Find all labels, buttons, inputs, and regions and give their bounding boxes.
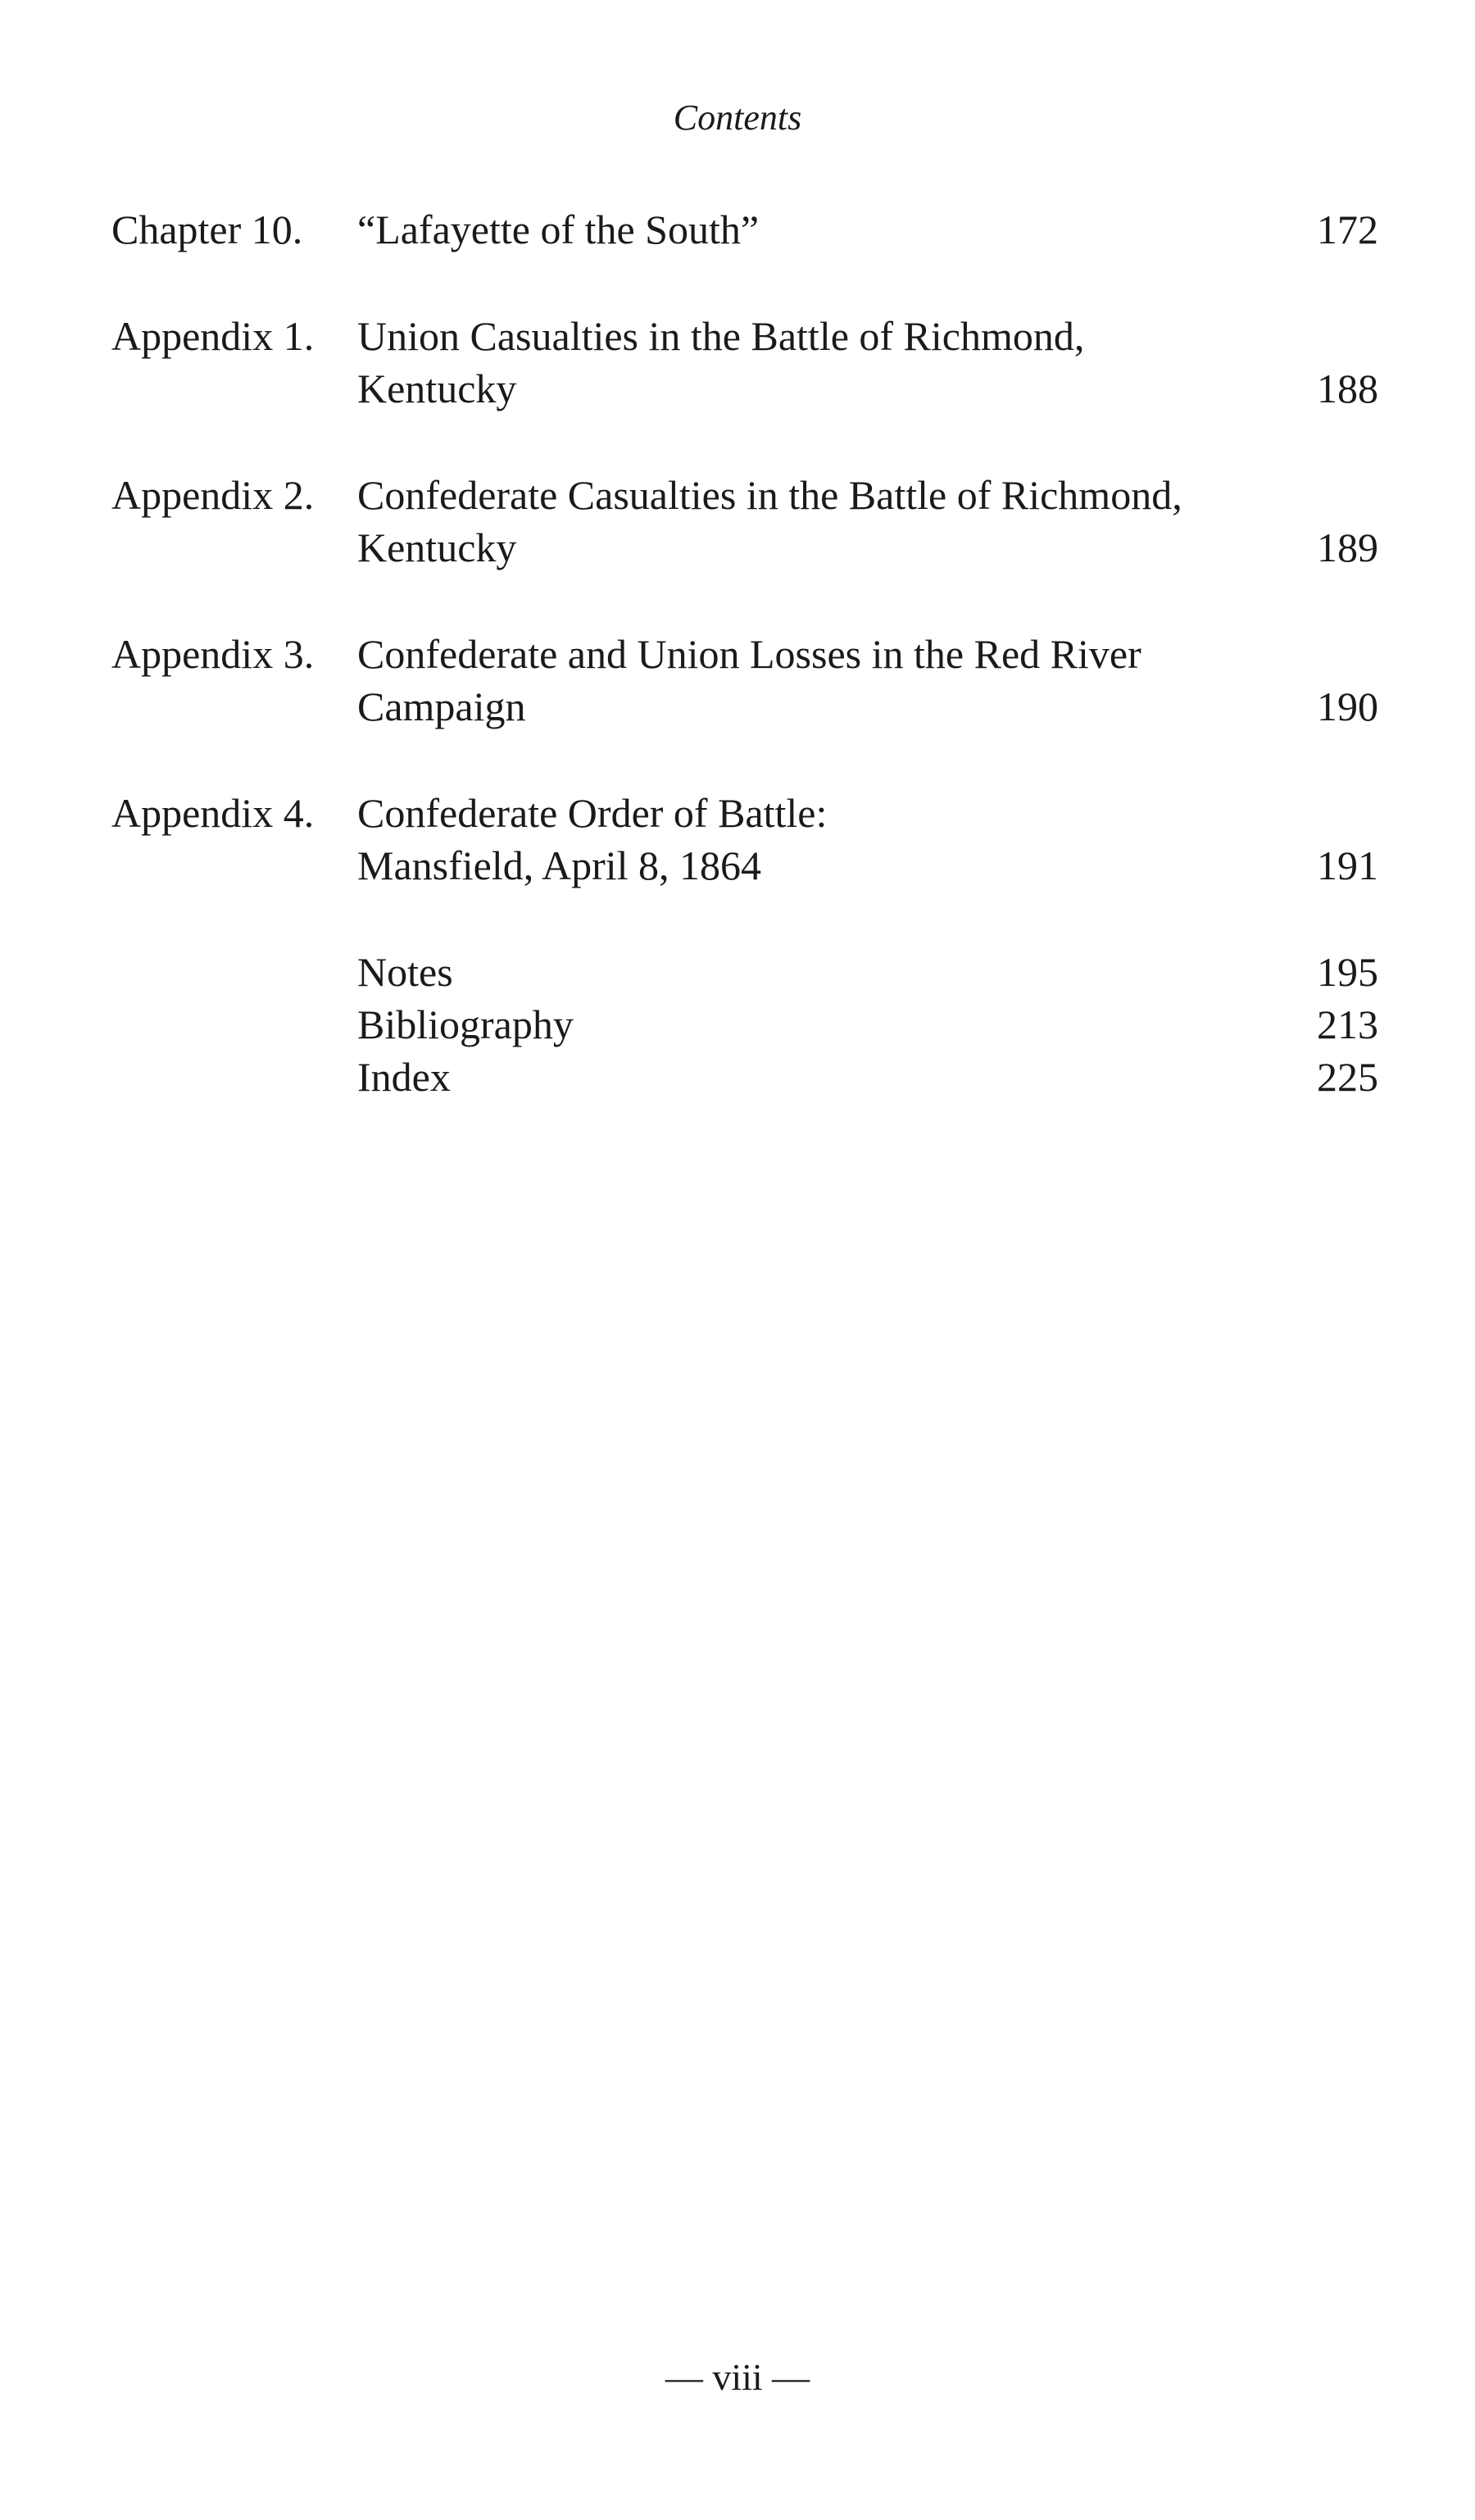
toc-entry-page-number: 189	[1317, 524, 1378, 570]
toc-entry-title-line: Campaign	[357, 683, 526, 729]
toc-entry-title-line: “Lafayette of the South”	[357, 207, 760, 252]
toc-entry-page-number: 225	[1317, 1054, 1378, 1100]
back-matter-list	[111, 946, 1378, 1103]
toc-entry-title-line: Confederate Casualties in the Battle of Richmond,	[357, 472, 1182, 518]
toc-entry-title: Notes	[357, 949, 453, 995]
toc-entry-title	[357, 310, 1242, 415]
toc-entry-title-line: Kentucky	[357, 366, 517, 411]
toc-entry-title-line: Mansfield, April 8, 1864	[357, 842, 762, 888]
toc-entry-label: Chapter 10.	[111, 207, 303, 252]
toc-entry-appendix-3	[111, 628, 1378, 733]
toc-entry-label: Appendix 3.	[111, 631, 315, 677]
toc-entry-chapter-10	[111, 203, 1378, 256]
toc-entry-title	[357, 787, 1242, 892]
toc-entry-title: Index	[357, 1054, 451, 1100]
toc-entry-page-number: 190	[1317, 683, 1378, 729]
toc-entry-page-number: 188	[1317, 366, 1378, 411]
toc-entry-label: Appendix 4.	[111, 790, 315, 836]
toc-entry-title	[357, 469, 1242, 574]
toc-entry-label: Appendix 2.	[111, 472, 315, 518]
toc-entry-page-number: 195	[1317, 949, 1378, 995]
toc-entry-title: Bibliography	[357, 1001, 574, 1047]
toc-entry-appendix-2	[111, 469, 1378, 574]
page-folio: — viii —	[665, 2356, 810, 2398]
toc-entry-title-line: Confederate and Union Losses in the Red River	[357, 631, 1141, 677]
toc-entry-appendix-4	[111, 787, 1378, 892]
toc-entry-title	[357, 628, 1242, 733]
toc-entry-title-line: Kentucky	[357, 524, 517, 570]
toc-entry-page-number: 191	[1317, 842, 1378, 888]
toc-entry-notes	[111, 946, 1378, 998]
toc-entry-page-number: 213	[1317, 1001, 1378, 1047]
toc-entry-title	[357, 203, 1242, 256]
toc-entry-bibliography	[111, 998, 1378, 1051]
table-of-contents	[111, 203, 1378, 1103]
toc-entry-title-line: Union Casualties in the Battle of Richmond,	[357, 313, 1085, 359]
toc-entry-label: Appendix 1.	[111, 313, 315, 359]
toc-entry-page-number: 172	[1317, 207, 1378, 252]
toc-entry-appendix-1	[111, 310, 1378, 415]
toc-entry-title-line: Confederate Order of Battle:	[357, 790, 828, 836]
toc-entry-index	[111, 1051, 1378, 1103]
running-head: Contents	[673, 98, 802, 138]
